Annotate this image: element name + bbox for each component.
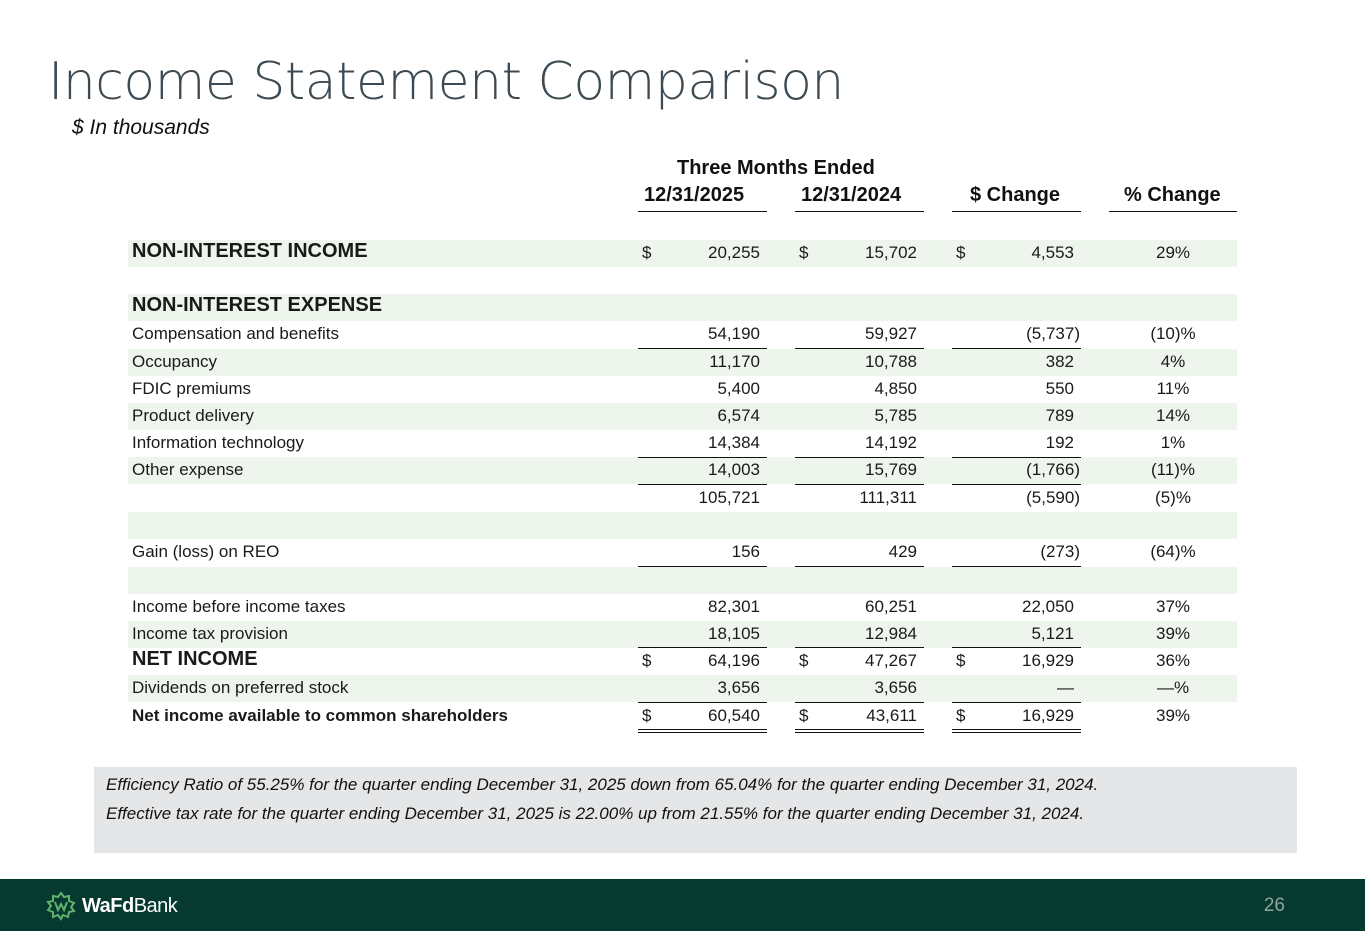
row-non-interest-expense <box>128 294 1237 321</box>
header-col-dollar-change: $ Change <box>970 184 1061 206</box>
value-2024: 47,267 <box>865 651 917 670</box>
row-other-expense <box>128 457 1237 484</box>
value-2025: 54,190 <box>708 324 760 343</box>
value-2024: 43,611 <box>866 706 917 725</box>
spacer-band <box>128 512 1237 539</box>
currency-symbol: $ <box>799 243 809 262</box>
currency-symbol: $ <box>956 706 966 725</box>
header-underline <box>952 211 1081 212</box>
cell-underline <box>795 457 924 458</box>
row-income-tax-provision <box>128 621 1237 648</box>
value-2024: 12,984 <box>865 624 917 643</box>
row-label: Income before income taxes <box>132 597 346 616</box>
value-2025: 14,384 <box>708 433 760 452</box>
value-2024: 15,702 <box>865 243 917 262</box>
row-net-income <box>128 648 1237 675</box>
header-underline <box>1109 211 1237 212</box>
row-label: FDIC premiums <box>132 379 252 398</box>
value-2025: 60,540 <box>708 706 760 725</box>
row-label: Net income available to common shareholders <box>132 706 509 725</box>
row-non-interest-income <box>128 240 1237 267</box>
row-income-before-tax <box>128 594 1237 621</box>
value-2025: 20,255 <box>708 243 760 262</box>
currency-symbol: $ <box>799 651 809 670</box>
value-change: (1,766) <box>1026 460 1080 479</box>
value-2025: 82,301 <box>708 597 760 616</box>
currency-symbol: $ <box>956 651 966 670</box>
value-pct: (5)% <box>1155 488 1191 507</box>
value-2024: 10,788 <box>865 352 917 371</box>
value-2025: 3,656 <box>717 678 760 697</box>
header-underline <box>795 211 924 212</box>
footer-bar <box>0 879 1365 931</box>
double-underline <box>952 729 1081 733</box>
value-change: 16,929 <box>1022 706 1074 725</box>
value-change: 382 <box>1045 352 1074 371</box>
value-2024: 14,192 <box>865 433 917 452</box>
row-label: NET INCOME <box>132 648 258 670</box>
header-col-pct-change: % Change <box>1124 184 1221 206</box>
row-label: Compensation and benefits <box>132 324 339 343</box>
currency-symbol: $ <box>642 243 652 262</box>
value-2025: 5,400 <box>717 379 760 398</box>
row-label: Income tax provision <box>132 624 288 643</box>
value-2025: 156 <box>731 542 760 561</box>
note-efficiency-ratio: Efficiency Ratio of 55.25% for the quarter ending December 31, 2025 down from 65.04% for the quarter ending December 31, 2024. <box>106 775 1099 794</box>
cell-underline <box>952 457 1081 458</box>
currency-symbol: $ <box>799 706 809 725</box>
value-2025: 11,170 <box>709 352 760 371</box>
value-pct: (11)% <box>1150 460 1196 479</box>
value-change: 5,121 <box>1031 624 1074 643</box>
row-label: Gain (loss) on REO <box>132 542 280 561</box>
value-2025: 6,574 <box>717 406 760 425</box>
row-information-technology <box>128 430 1237 457</box>
row-expense-total <box>128 485 1237 512</box>
header-group: Three Months Ended <box>677 157 875 179</box>
value-pct: 39% <box>1155 706 1191 725</box>
value-2024: 429 <box>888 542 917 561</box>
value-2024: 5,785 <box>874 406 917 425</box>
row-product-delivery <box>128 403 1237 430</box>
note-effective-tax-rate: Effective tax rate for the quarter ending December 31, 2025 is 22.00% up from 21.55% for the quarter ending December 31, 2024. <box>106 804 1085 823</box>
row-label: Dividends on preferred stock <box>132 678 349 697</box>
wafd-logo <box>46 891 177 921</box>
currency-symbol: $ <box>642 706 652 725</box>
value-2024: 59,927 <box>865 324 917 343</box>
value-pct: 14% <box>1155 406 1191 425</box>
value-2024: 60,251 <box>865 597 917 616</box>
row-label: Occupancy <box>132 352 218 371</box>
row-fdic-premiums <box>128 376 1237 403</box>
value-change: (5,590) <box>1026 488 1080 507</box>
logo-wordmark <box>82 895 177 918</box>
value-pct: 39% <box>1155 624 1191 643</box>
value-pct: 37% <box>1155 597 1191 616</box>
value-pct: (10)% <box>1150 324 1196 343</box>
row-label: Information technology <box>132 433 304 452</box>
spacer-band <box>128 567 1237 594</box>
value-pct: —% <box>1156 678 1190 697</box>
currency-symbol: $ <box>956 243 966 262</box>
value-2024: 111,311 <box>859 488 917 507</box>
cell-underline <box>638 457 767 458</box>
row-compensation <box>128 321 1237 348</box>
row-occupancy <box>128 349 1237 376</box>
value-pct: 11% <box>1156 379 1190 398</box>
page-title: Income Statement Comparison <box>48 52 844 112</box>
row-label: NON-INTEREST INCOME <box>132 240 368 262</box>
value-2024: 15,769 <box>865 460 917 479</box>
value-change: (5,737) <box>1026 324 1080 343</box>
row-label: NON-INTEREST EXPENSE <box>132 294 383 316</box>
value-change: 192 <box>1045 433 1074 452</box>
value-2025: 105,721 <box>698 488 760 507</box>
page-number: 26 <box>1263 895 1285 916</box>
value-2024: 4,850 <box>874 379 917 398</box>
value-change: 789 <box>1045 406 1074 425</box>
value-change: 550 <box>1045 379 1074 398</box>
value-pct: 4% <box>1160 352 1186 371</box>
row-label: Other expense <box>132 460 244 479</box>
row-label: Product delivery <box>132 406 254 425</box>
value-2025: 14,003 <box>708 460 760 479</box>
value-2025: 18,105 <box>708 624 760 643</box>
notes-box <box>94 767 1297 853</box>
value-pct: 1% <box>1160 433 1186 452</box>
currency-symbol: $ <box>642 651 652 670</box>
page-subtitle: $ In thousands <box>72 116 210 139</box>
double-underline <box>638 729 767 733</box>
value-change: 22,050 <box>1022 597 1074 616</box>
wafd-emblem-icon <box>46 891 76 921</box>
value-change: (273) <box>1040 542 1080 561</box>
row-gain-loss-reo <box>128 539 1237 566</box>
value-pct: 36% <box>1155 651 1191 670</box>
value-2025: 64,196 <box>708 651 760 670</box>
header-underline <box>638 211 767 212</box>
value-pct: (64)% <box>1150 542 1196 561</box>
row-net-income-common <box>128 703 1237 730</box>
double-underline <box>795 729 924 733</box>
row-dividends-preferred <box>128 675 1237 702</box>
value-change: 16,929 <box>1022 651 1074 670</box>
logo-bold: WaFd <box>82 894 134 917</box>
value-change: 4,553 <box>1031 243 1074 262</box>
value-pct: 29% <box>1155 243 1191 262</box>
logo-light: Bank <box>133 894 178 917</box>
header-col-2024: 12/31/2024 <box>801 184 902 206</box>
header-col-2025: 12/31/2025 <box>644 184 745 206</box>
value-change: — <box>1057 678 1074 697</box>
value-2024: 3,656 <box>874 678 917 697</box>
